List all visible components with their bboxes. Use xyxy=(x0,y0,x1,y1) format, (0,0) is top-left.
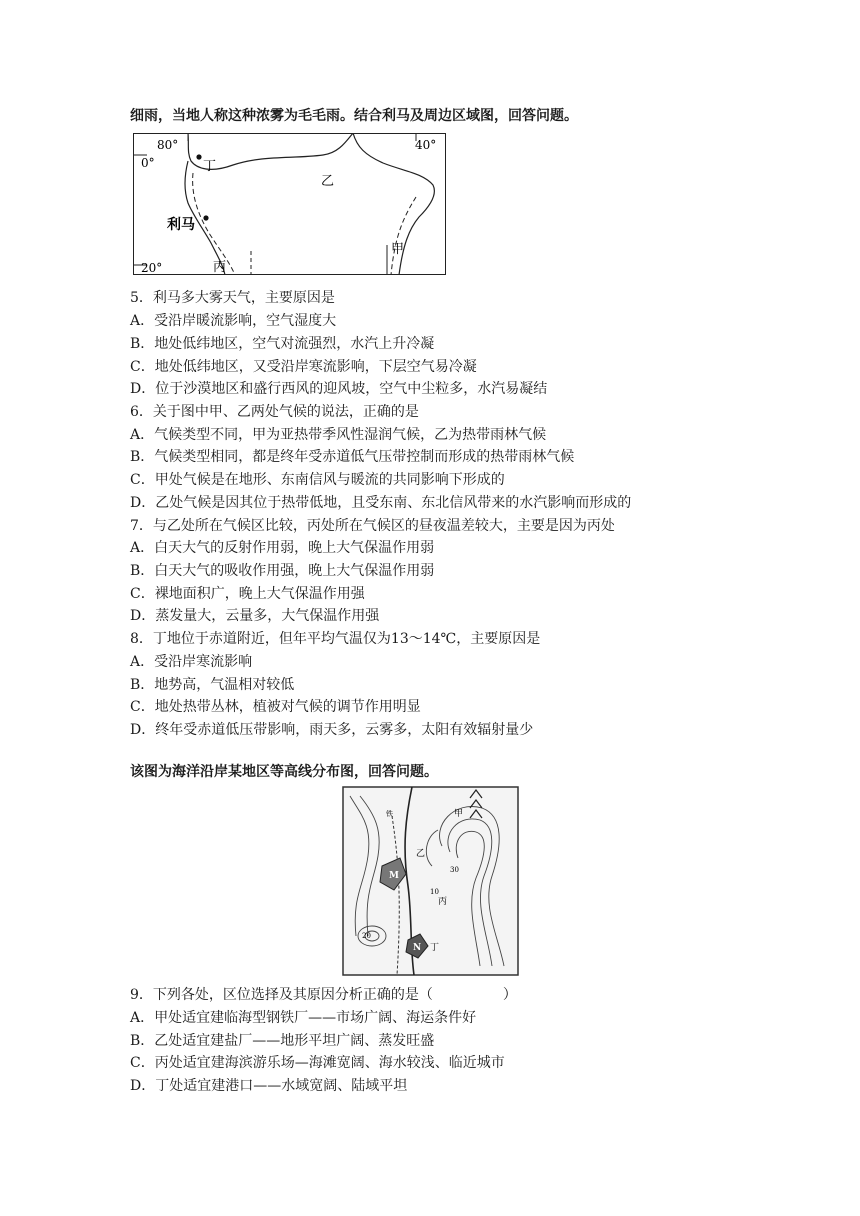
question-9-stem: 9．下列各处，区位选择及其原因分析正确的是（ ） xyxy=(130,987,517,1003)
question-5-option-b: B．地处低纬地区，空气对流强烈，水汽上升冷凝 xyxy=(130,336,435,352)
bing-label-2: 丙 xyxy=(438,897,448,907)
lima-label: 利马 xyxy=(167,217,195,233)
question-5-option-c: C．地处低纬地区，又受沿岸寒流影响，下层空气易冷凝 xyxy=(130,359,477,375)
ding-label-2: 丁 xyxy=(430,943,440,953)
lima-point-marker xyxy=(203,215,208,220)
question-6-stem: 6．关于图中甲、乙两处气候的说法，正确的是 xyxy=(130,404,419,420)
contour-30-label: 30 xyxy=(450,866,459,874)
question-7-option-d: D．蒸发量大，云量多，大气保温作用强 xyxy=(130,608,380,624)
contour-10-label: 10 xyxy=(430,888,439,896)
lon80-label: 80° xyxy=(157,138,179,152)
section-intro-2: 该图为海洋沿岸某地区等高线分布图，回答问题。 xyxy=(130,764,438,780)
question-5-option-d: D．位于沙漠地区和盛行西风的迎风坡，空气中尘粒多，水汽易凝结 xyxy=(130,381,548,397)
lima-region-map xyxy=(133,133,446,275)
ding-label: 丁 xyxy=(203,159,217,174)
yi-label-2: 乙 xyxy=(416,849,426,859)
question-7-stem: 7．与乙处所在气候区比较，丙处所在气候区的昼夜温差较大，主要是因为丙处 xyxy=(130,518,615,534)
question-6-option-b: B．气候类型相同，都是终年受赤道低气压带控制而形成的热带雨林气候 xyxy=(130,449,575,465)
bing-label: 丙 xyxy=(213,260,227,275)
lon40-label: 40° xyxy=(415,138,437,152)
question-5-option-a: A．受沿岸暖流影响，空气湿度大 xyxy=(130,313,337,329)
question-8-stem: 8．丁地位于赤道附近，但年平均气温仅为13～14℃，主要原因是 xyxy=(130,631,541,647)
lat0-label: 0° xyxy=(141,156,155,170)
question-6-option-a: A．气候类型不同，甲为亚热带季风性湿润气候，乙为热带雨林气候 xyxy=(130,427,547,443)
section-intro-1: 细雨，当地人称这种浓雾为毛毛雨。结合利马及周边区域图，回答问题。 xyxy=(130,108,578,124)
question-8-option-c: C．地处热带丛林，植被对气候的调节作用明显 xyxy=(130,699,421,715)
lat20-label: 20° xyxy=(141,261,163,275)
question-7-option-b: B．白天大气的吸收作用强，晚上大气保温作用弱 xyxy=(130,563,435,579)
city-n-label: N xyxy=(413,943,422,953)
question-7-option-a: A．白天大气的反射作用弱，晚上大气保温作用弱 xyxy=(130,540,435,556)
question-6-option-c: C．甲处气候是在地形、东南信风与暖流的共同影响下形成的 xyxy=(130,472,505,488)
yi-label: 乙 xyxy=(321,174,335,189)
ding-point-marker xyxy=(196,154,201,159)
question-8-option-b: B．地势高，气温相对较低 xyxy=(130,677,295,693)
question-6-option-d: D．乙处气候是因其位于热带低地，且受东南、东北信风带来的水汽影响而形成的 xyxy=(130,495,632,511)
jia-label-2: 甲 xyxy=(454,809,464,819)
jia-label: 甲 xyxy=(391,242,405,257)
question-9-option-d: D．丁处适宜建港口——水域宽阔、陆域平坦 xyxy=(130,1078,408,1094)
railway-label: 铁 xyxy=(386,810,393,818)
question-9-option-c: C．丙处适宜建海滨游乐场—海滩宽阔、海水较浅、临近城市 xyxy=(130,1055,505,1071)
question-7-option-c: C．裸地面积广，晚上大气保温作用强 xyxy=(130,586,365,602)
contour-map xyxy=(342,786,519,976)
question-8-option-a: A．受沿岸寒流影响 xyxy=(130,654,253,670)
question-9-option-a: A．甲处适宜建临海型钢铁厂——市场广阔、海运条件好 xyxy=(130,1010,477,1026)
city-m-label: M xyxy=(389,871,399,881)
question-5-stem: 5．利马多大雾天气，主要原因是 xyxy=(130,290,335,306)
contour-20-label: 20 xyxy=(362,932,371,940)
question-9-option-b: B．乙处适宜建盐厂——地形平坦广阔、蒸发旺盛 xyxy=(130,1033,435,1049)
question-8-option-d: D．终年受赤道低压带影响，雨天多，云雾多，太阳有效辐射量少 xyxy=(130,722,534,738)
